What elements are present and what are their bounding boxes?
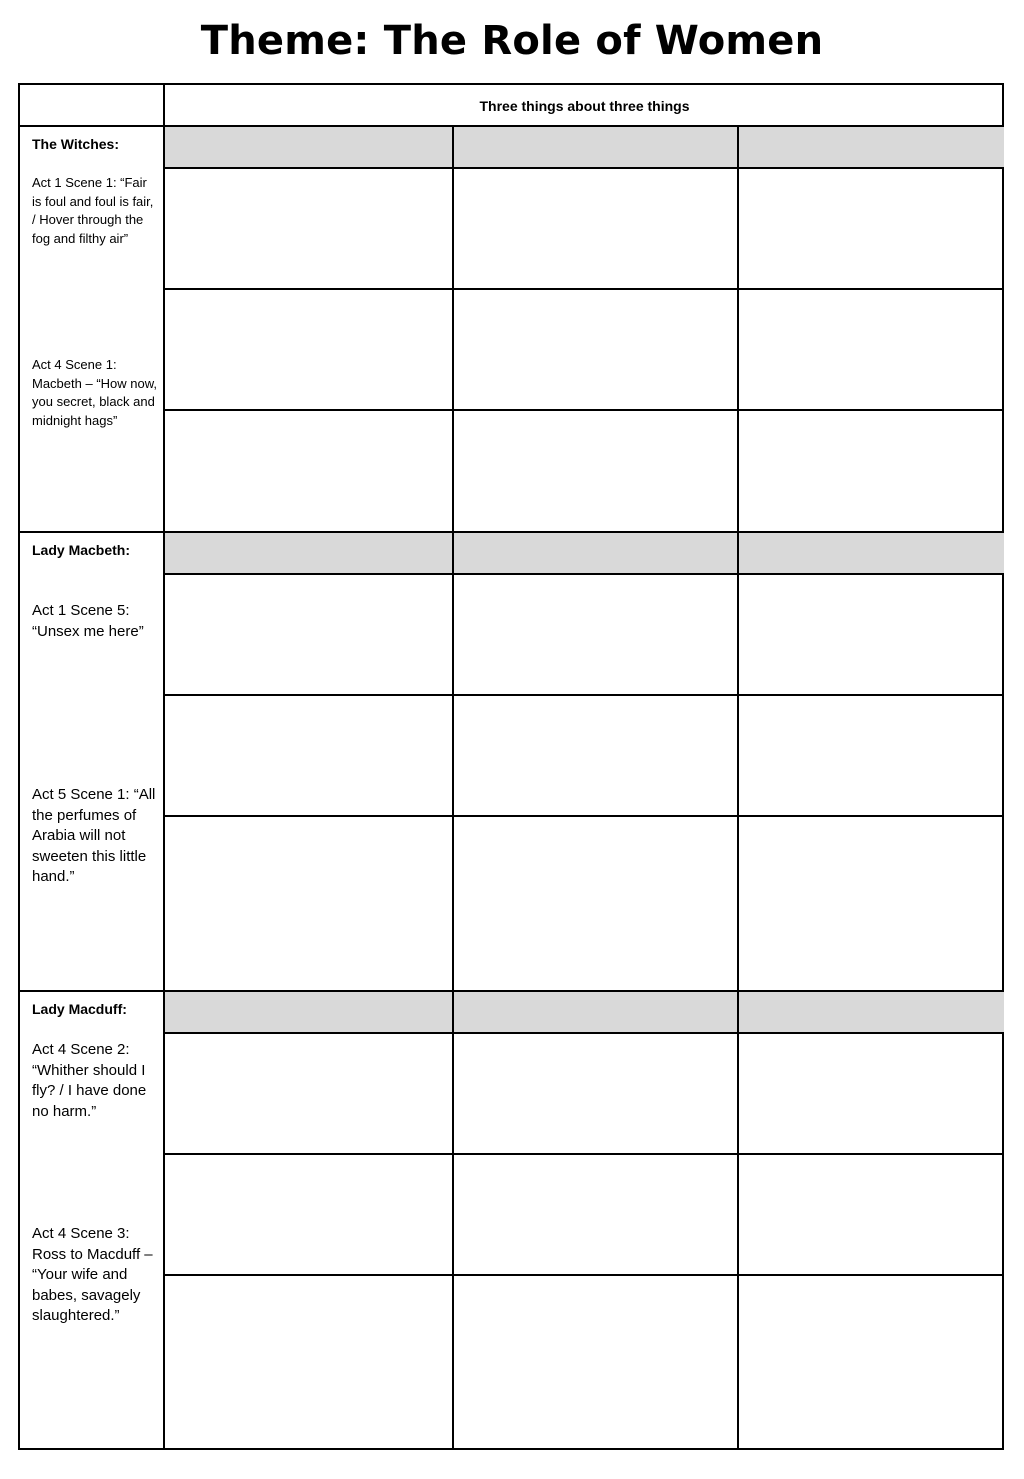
- section-2-shaded-row: [165, 533, 1004, 575]
- table-header: Three things about three things: [479, 98, 690, 114]
- section-3-quote-2: Act 4 Scene 3: Ross to Macduff – “Your wife and babes, savagely slaughtered.”: [32, 1225, 153, 1324]
- answer-cell[interactable]: [739, 169, 1004, 288]
- answer-cell[interactable]: [739, 575, 1004, 694]
- answer-cell[interactable]: [739, 1155, 1004, 1276]
- page-title: Theme: The Role of Women: [200, 18, 824, 64]
- answer-cell[interactable]: [165, 696, 452, 817]
- section-3-shaded-row: [165, 992, 1004, 1034]
- section-name: Lady Macbeth:: [32, 542, 131, 558]
- section-name: Lady Macduff:: [32, 1001, 127, 1017]
- answer-cell[interactable]: [454, 575, 737, 694]
- answer-cell[interactable]: [739, 290, 1004, 411]
- answer-cell[interactable]: [739, 413, 1004, 533]
- section-2-name: [32, 541, 157, 561]
- answer-cell[interactable]: [454, 169, 737, 288]
- answer-cell[interactable]: [454, 290, 737, 411]
- answer-cell[interactable]: [454, 1155, 737, 1276]
- answer-cell[interactable]: [739, 1278, 1004, 1450]
- section-1-shaded-row: [165, 127, 1004, 169]
- answer-cell[interactable]: [165, 413, 452, 533]
- section-1-quote-2: Act 4 Scene 1: Macbeth – “How now, you secret, black and midnight hags”: [32, 357, 158, 428]
- answer-cell[interactable]: [165, 169, 452, 288]
- answer-cell[interactable]: [454, 1034, 737, 1153]
- section-2-quote-1: Act 1 Scene 5: “Unsex me here”: [32, 602, 144, 640]
- answer-cell[interactable]: [165, 819, 452, 992]
- section-name: The Witches:: [32, 136, 119, 152]
- answer-cell[interactable]: [165, 1034, 452, 1153]
- answer-cell[interactable]: [165, 1278, 452, 1450]
- answer-cell[interactable]: [165, 1155, 452, 1276]
- answer-cell[interactable]: [454, 696, 737, 817]
- section-3-quote-1: Act 4 Scene 2: “Whither should I fly? / I have done no harm.”: [32, 1041, 147, 1120]
- answer-cell[interactable]: [165, 575, 452, 694]
- section-2-quote-2: Act 5 Scene 1: “All the perfumes of Arabia will not sweeten this little hand.”: [32, 786, 156, 885]
- answer-cell[interactable]: [739, 1034, 1004, 1153]
- answer-cell[interactable]: [454, 1278, 737, 1450]
- section-1-name: [32, 135, 157, 155]
- section-3-name: [32, 1000, 157, 1020]
- answer-cell[interactable]: [739, 696, 1004, 817]
- worksheet-table: [18, 83, 1004, 1450]
- answer-cell[interactable]: [454, 413, 737, 533]
- answer-cell[interactable]: [739, 819, 1004, 992]
- answer-cell[interactable]: [454, 819, 737, 992]
- answer-cell[interactable]: [165, 290, 452, 411]
- section-1-quote-1: Act 1 Scene 1: “Fair is foul and foul is fair, / Hover through the fog and filthy air”: [32, 175, 154, 246]
